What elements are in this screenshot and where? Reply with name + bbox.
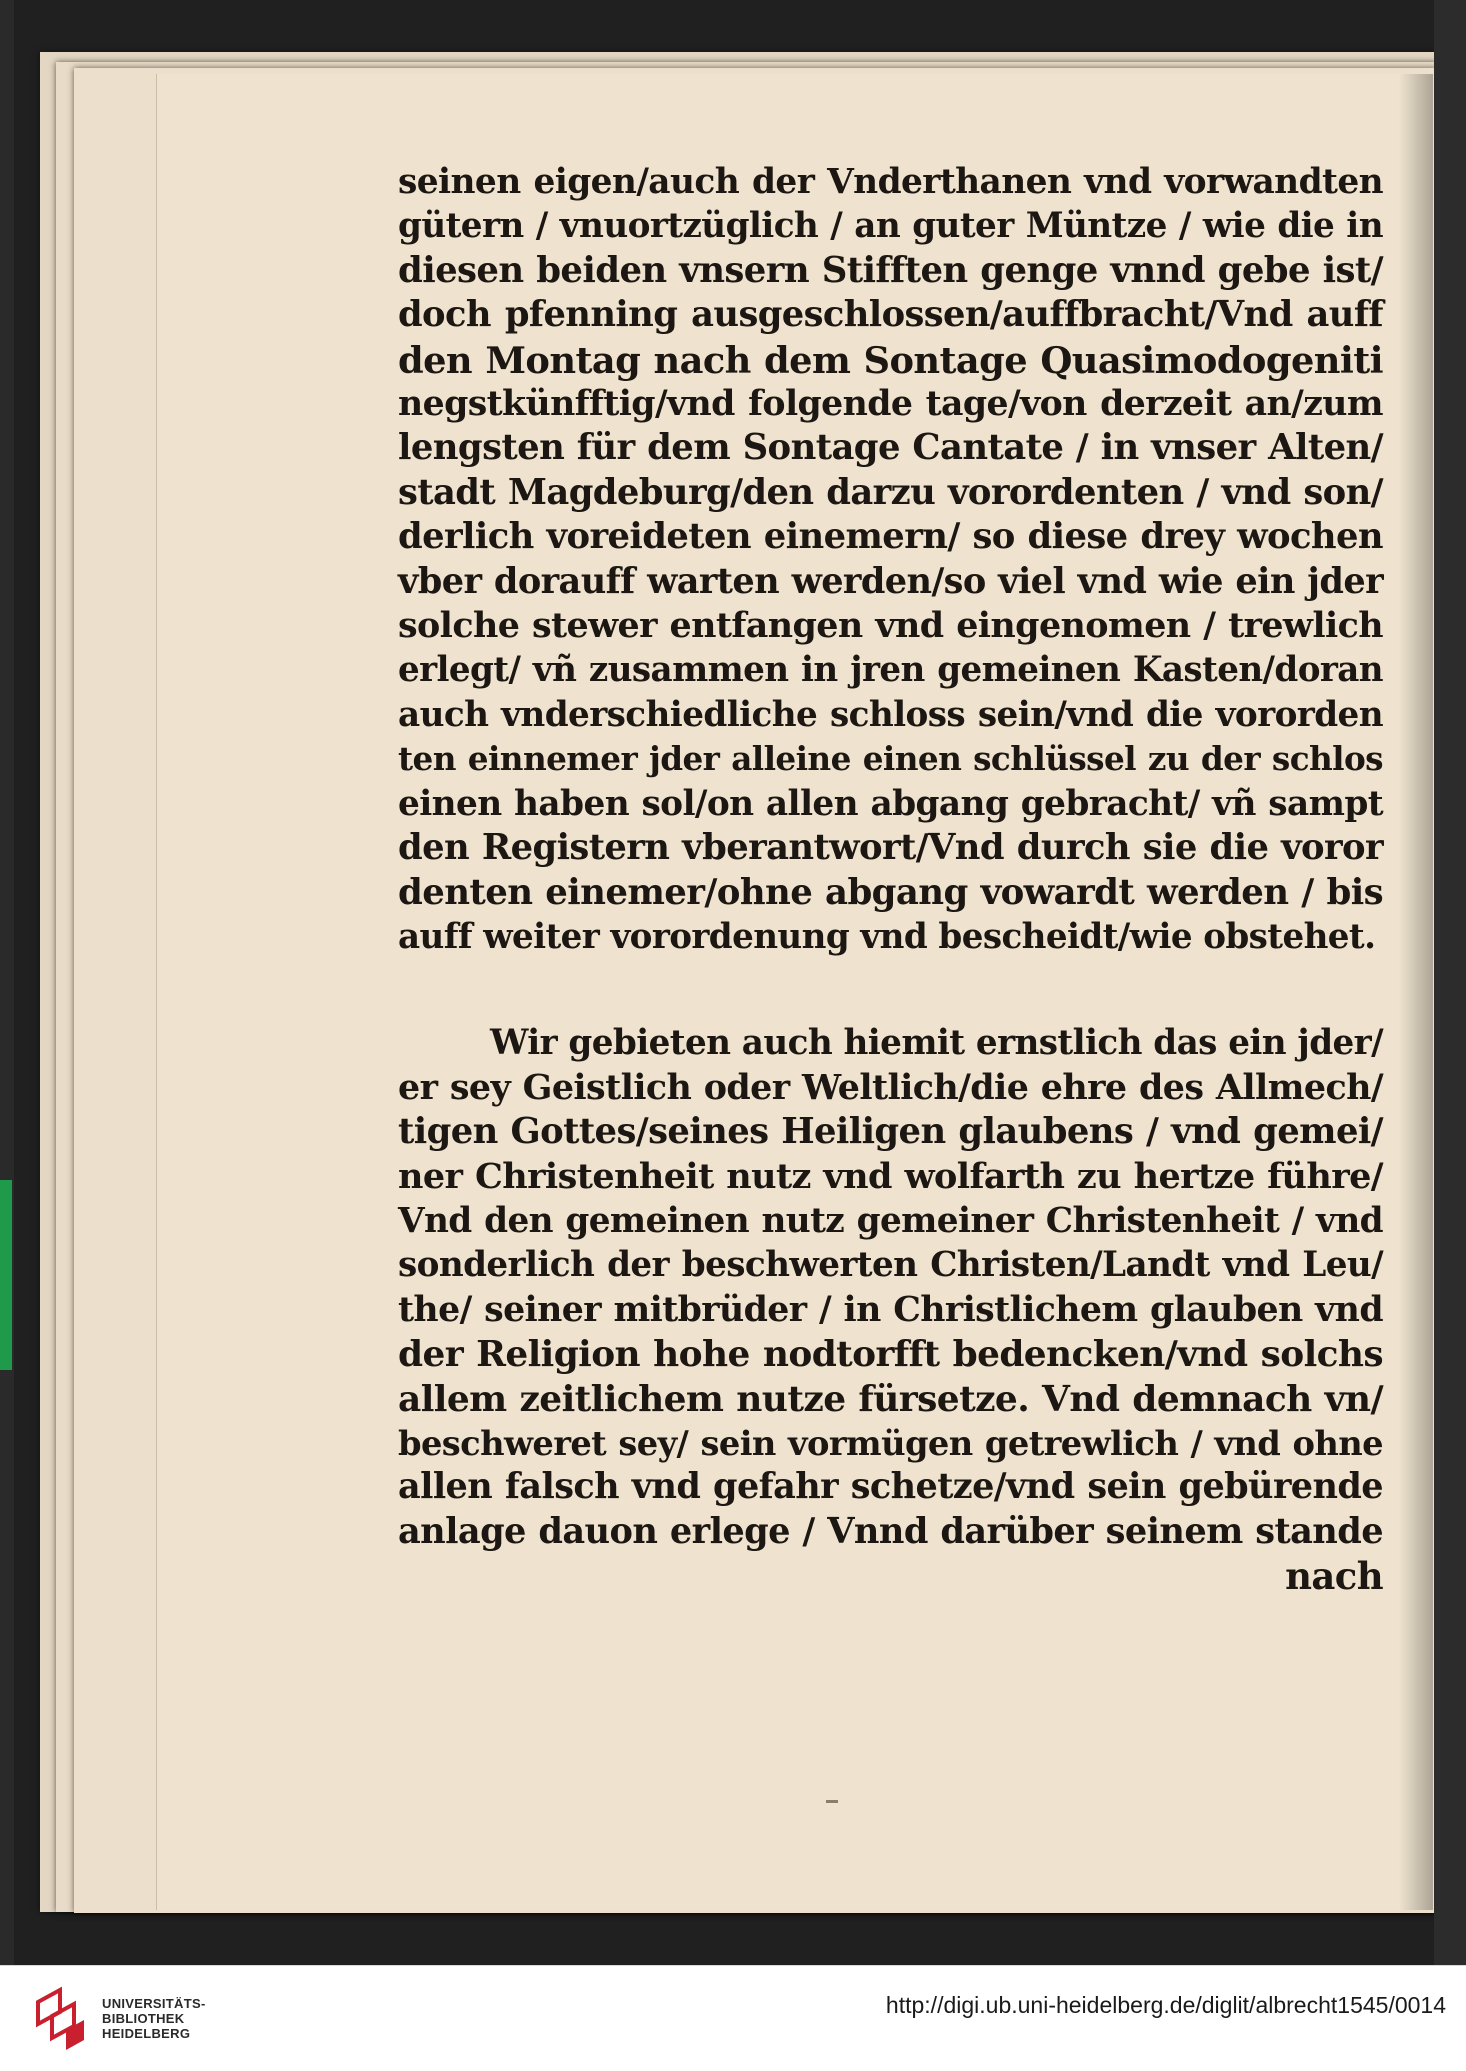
text-line: negstkünfftig/vnd folgende tage/von derzeit an/zum <box>398 383 1383 425</box>
color-marker-strip <box>0 1180 12 1370</box>
text-line: auff weiter vorordenung vnd bescheidt/wie obstehet. <box>398 916 1376 957</box>
text-line: denten einemer/ohne abgang vowardt werden / bis <box>398 871 1383 913</box>
text-line: einen haben sol/on allen abgang gebracht/ vñ sampt <box>398 783 1383 824</box>
book-binding <box>1434 0 1466 1965</box>
text-line: Wir gebieten auch hiemit ernstlich das ein jder/ <box>490 1023 1383 1064</box>
text-line: doch pfenning ausgeschlossen/auffbracht/Vnd auff <box>398 294 1383 336</box>
text-line: diesen beiden vnsern Stifften genge vnnd gebe ist/ <box>398 249 1383 291</box>
paragraph-2 <box>398 1021 1383 1554</box>
text-line: vber dorauff warten werden/so viel vnd wie ein jder <box>398 560 1383 602</box>
text-line: anlage dauon erlege / Vnnd darüber seinem stande <box>398 1510 1383 1552</box>
text-line: stadt Magdeburg/den darzu vorordenten / vnd son/ <box>398 471 1383 513</box>
page-text <box>398 160 1383 1599</box>
text-line: tigen Gottes/seines Heiligen glaubens / vnd gemei/ <box>398 1111 1383 1153</box>
text-line: derlich voreideten einemern/ so diese drey wochen <box>398 516 1383 558</box>
page-mark <box>826 1800 838 1803</box>
text-line: beschweret sey/ sein vormügen getrewlich / vnd ohne <box>398 1422 1383 1463</box>
paragraph-gap <box>398 959 1383 1021</box>
text-line: allen falsch vnd gefahr schetze/vnd sein gebürende <box>398 1466 1383 1508</box>
text-line: ner Christenheit nutz vnd wolfarth zu hertze führe/ <box>398 1155 1383 1197</box>
spine-shadow <box>1399 74 1433 1910</box>
text-line: erlegt/ vñ zusammen in jren gemeinen Kasten/doran <box>398 650 1383 691</box>
catchword: nach <box>1285 1554 1383 1599</box>
text-line: auch vnderschiedliche schloss sein/vnd die vororden <box>398 694 1383 735</box>
text-line: lengsten für dem Sontage Cantate / in vnser Alten/ <box>398 427 1383 469</box>
text-line: er sey Geistlich oder Weltlich/die ehre des Allmech/ <box>398 1066 1383 1108</box>
viewer-footer <box>0 1965 1466 2071</box>
text-line: the/ seiner mitbrüder / in Christlichem glauben vnd <box>398 1288 1383 1330</box>
text-line: gütern / vnuortzüglich / an guter Müntze / wie die in <box>398 206 1383 247</box>
text-line: seinen eigen/auch der Vnderthanen vnd vorwandten <box>398 162 1383 202</box>
permalink-url[interactable]: http://digi.ub.uni-heidelberg.de/diglit/albrecht1545/0014 <box>885 1992 1446 2018</box>
text-line: der Religion hohe nodtorfft bedencken/vnd solchs <box>398 1333 1383 1376</box>
text-line: ten einnemer jder alleine einen schlüssel zu der schlos <box>398 739 1383 779</box>
scan-left-edge <box>0 0 14 1965</box>
library-name-line-2: BIBLIOTHEK <box>102 2011 185 2026</box>
library-logo-icon <box>30 1982 90 2054</box>
library-name-line-3: HEIDELBERG <box>102 2026 191 2041</box>
library-name <box>102 1996 206 2041</box>
text-line: allem zeitlichem nutze fürsetze. Vnd demnach vn/ <box>398 1377 1383 1420</box>
text-line: den Montag nach dem Sontage Quasimodogeniti <box>398 337 1383 382</box>
paragraph-1 <box>398 160 1383 959</box>
text-line: den Registern vberantwort/Vnd durch sie die voror <box>398 827 1383 869</box>
text-line: sonderlich der beschwerten Christen/Landt vnd Leu/ <box>398 1245 1383 1286</box>
library-logo[interactable] <box>30 1982 250 2054</box>
text-line: solche stewer entfangen vnd eingenomen / trewlich <box>398 605 1383 647</box>
text-line: Vnd den gemeinen nutz gemeiner Christenheit / vnd <box>398 1200 1383 1241</box>
library-name-line-1: UNIVERSITÄTS- <box>102 1996 206 2011</box>
